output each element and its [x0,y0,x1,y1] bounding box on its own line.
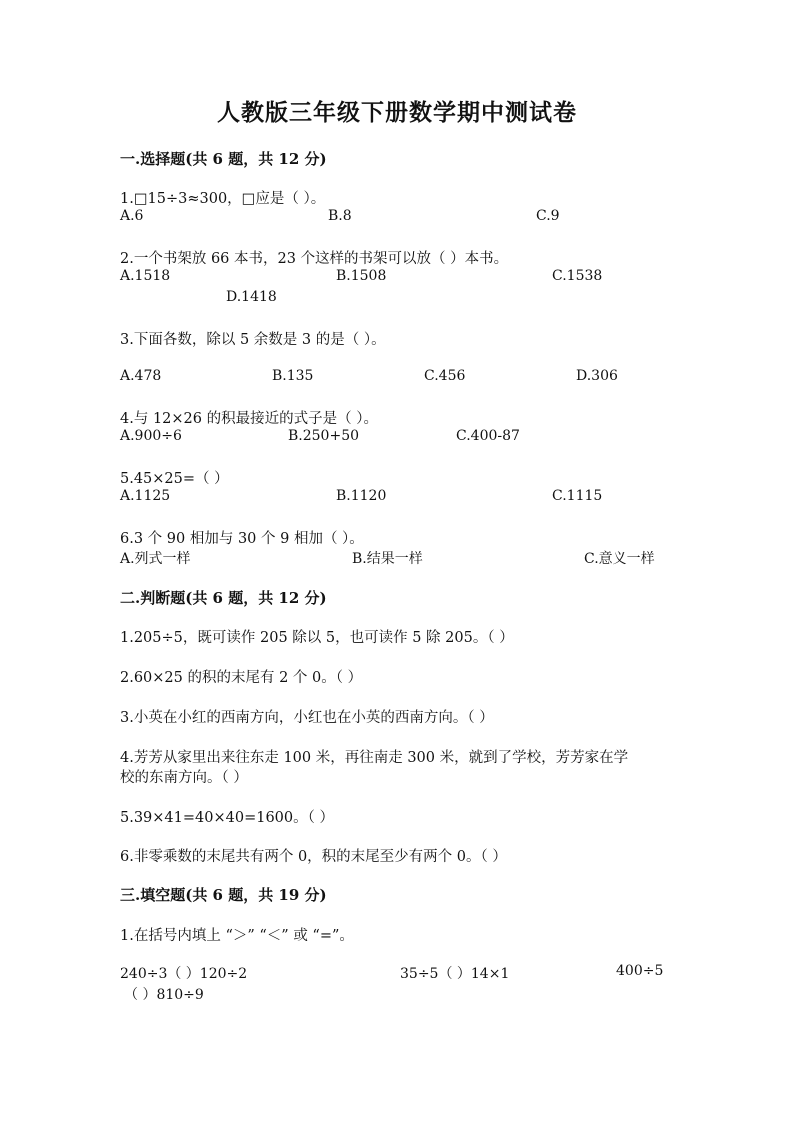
question-text: 1.205÷5，既可读作 205 除以 5，也可读作 5 除 205。（ ） [120,630,514,646]
section-heading-fill-blank: 三.填空题(共 6 题，共 19 分) [120,886,327,904]
fill-item: （ ）810÷9 [124,987,204,1003]
option: D.306 [576,368,618,384]
question-text: 3.下面各数，除以 5 余数是 3 的是（ ）。 [120,332,386,348]
option: A.900÷6 [120,428,182,444]
option: C.456 [424,368,466,384]
option: A.478 [120,368,162,384]
fill-item: 400÷5 [616,963,664,979]
section-heading-judgement: 二.判断题(共 6 题，共 12 分) [120,589,327,607]
question-text: 1.□15÷3≈300，□应是（ ）。 [120,191,326,207]
question-text: 6.3 个 90 相加与 30 个 9 相加（ ）。 [120,531,364,547]
option: B.1120 [336,488,387,504]
section-heading-choice: 一.选择题(共 6 题，共 12 分) [120,150,327,168]
option: D.1418 [226,289,277,305]
option: C.意义一样 [584,551,655,567]
question-text: 1.在括号内填上 “＞” “＜” 或 “=”。 [120,928,354,944]
question-text: 2.60×25 的积的末尾有 2 个 0。（ ） [120,670,363,686]
page-title: 人教版三年级下册数学期中测试卷 [217,99,577,126]
option: C.1115 [552,488,603,504]
question-text: 5.39×41=40×40=1600。（ ） [120,810,334,826]
option: C.400-87 [456,428,520,444]
option: B.250+50 [288,428,360,444]
fill-item: 35÷5（ ）14×1 [400,966,510,982]
option: C.1538 [552,268,603,284]
option: A.列式一样 [120,551,191,567]
option: B.135 [272,368,314,384]
option: A.1125 [120,488,171,504]
question-text: 2.一个书架放 66 本书，23 个这样的书架可以放（ ）本书。 [120,251,509,267]
option: B.1508 [336,268,387,284]
question-text: 5.45×25=（ ） [120,471,229,487]
question-text: 3.小英在小红的西南方向，小红也在小英的西南方向。（ ） [120,710,494,726]
question-text: 4.与 12×26 的积最接近的式子是（ ）。 [120,411,378,427]
option: A.6 [120,208,144,224]
question-text: 6.非零乘数的末尾共有两个 0，积的末尾至少有两个 0。（ ） [120,849,507,865]
question-text: 4.芳芳从家里出来往东走 100 米，再往南走 300 米，就到了学校，芳芳家在学 [120,750,629,766]
question-text-continued: 校的东南方向。（ ） [120,770,248,786]
fill-item: 240÷3（ ）120÷2 [120,966,248,982]
option: C.9 [536,208,560,224]
option: B.8 [328,208,352,224]
option: A.1518 [120,268,171,284]
option: B.结果一样 [352,551,423,567]
